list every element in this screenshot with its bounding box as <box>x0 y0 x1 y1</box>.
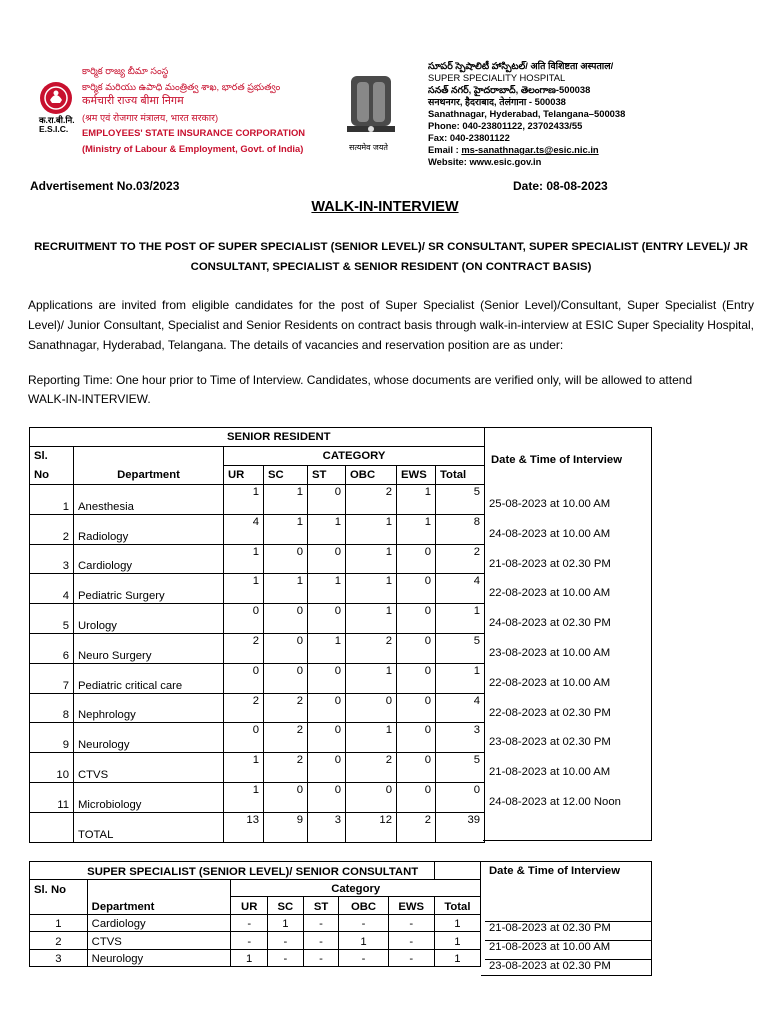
row-obc: - <box>339 949 388 967</box>
row-ews: 0 <box>397 663 436 693</box>
row-ews: 0 <box>397 782 436 812</box>
table-row <box>30 544 485 574</box>
email-label: Email : <box>428 144 462 155</box>
row-department: Cardiology <box>87 914 231 932</box>
row-st: 0 <box>308 604 346 634</box>
total-ur: 13 <box>224 812 264 842</box>
row-department: Pediatric Surgery <box>74 574 224 604</box>
row-total: 5 <box>436 753 485 783</box>
table-row <box>30 633 485 663</box>
row-total: 4 <box>436 574 485 604</box>
intro-paragraph: Applications are invited from eligible candidates for the post of Super Specialist (Senior Level)/Consultant, Super Specialist (Entry Level)/ Junior Consultant, Specialist and Senior Residents on contract basis through walk-in-interview at ESIC Super Speciality Hospital, Sanathnagar, Hyderabad, Telangana. The details of vacancies and reservation position are as under: <box>28 298 754 352</box>
interview-date: 21-08-2023 at 02.30 PM <box>485 921 651 934</box>
total-st: 3 <box>308 812 346 842</box>
table-row <box>30 574 485 604</box>
row-ews: - <box>388 932 434 950</box>
super-specialist-table <box>29 861 481 967</box>
row-st: 0 <box>308 485 346 515</box>
row-st: 0 <box>308 782 346 812</box>
row-total: 4 <box>436 693 485 723</box>
row-sl: 8 <box>30 693 74 723</box>
ss-col-total: Total <box>434 897 480 915</box>
table-row <box>30 782 485 812</box>
row-obc: 1 <box>346 663 397 693</box>
table-row <box>30 723 485 753</box>
row-ur: 0 <box>224 604 264 634</box>
address-telugu: సనత్ నగర్, హైదరాబాద్, తెలంగాణ-500038 <box>428 84 591 95</box>
row-st: 0 <box>308 663 346 693</box>
esic-name-block <box>82 63 305 156</box>
phone: Phone: 040-23801122, 23702433/55 <box>428 120 583 131</box>
row-sc: - <box>268 949 304 967</box>
row-sc: 2 <box>264 723 308 753</box>
row-st: 0 <box>308 723 346 753</box>
esic-ministry-telugu: కార్మిక మరియు ఉపాధి మంత్రిత్వ శాఖ, భారత ప్రభుత్వం <box>82 80 281 92</box>
hospital-address-block <box>428 60 625 168</box>
row-sc: - <box>268 932 304 950</box>
interview-date: 21-08-2023 at 10.00 AM <box>489 766 611 779</box>
row-total: 8 <box>436 514 485 544</box>
row-obc: - <box>339 914 388 932</box>
table-row <box>30 914 481 932</box>
row-sl: 1 <box>30 914 88 932</box>
row-obc: 2 <box>346 485 397 515</box>
no-header: No <box>30 466 74 485</box>
row-department: Anesthesia <box>74 485 224 515</box>
page-title: WALK-IN-INTERVIEW <box>311 199 459 215</box>
row-total: 2 <box>436 544 485 574</box>
row-sc: 0 <box>264 604 308 634</box>
interview-date: 25-08-2023 at 10.00 AM <box>489 498 611 510</box>
interview-date: 21-08-2023 at 02.30 PM <box>489 557 611 570</box>
row-sc: 0 <box>264 782 308 812</box>
row-obc: 2 <box>346 753 397 783</box>
interview-date: 23-08-2023 at 02.30 PM <box>485 959 651 972</box>
row-department: Cardiology <box>74 544 224 574</box>
row-sc: 0 <box>264 544 308 574</box>
row-department: Nephrology <box>74 693 224 723</box>
row-sl: 1 <box>30 485 74 515</box>
senior-resident-table <box>29 427 485 843</box>
col-total: Total <box>436 466 485 485</box>
row-ews: 1 <box>397 485 436 515</box>
total-sc: 9 <box>264 812 308 842</box>
row-sc: 1 <box>264 574 308 604</box>
row-department: Neurology <box>74 723 224 753</box>
row-sl: 6 <box>30 633 74 663</box>
ss-col-st: ST <box>303 897 339 915</box>
row-sl: 3 <box>30 544 74 574</box>
esic-ministry-hindi: (श्रम एवं रोजगार मंत्रालय, भारत सरकार) <box>82 111 219 123</box>
row-ews: 0 <box>397 693 436 723</box>
row-obc: 2 <box>346 633 397 663</box>
row-obc: 1 <box>346 604 397 634</box>
total-label: TOTAL <box>74 812 224 842</box>
table-row <box>30 485 485 515</box>
row-st: 1 <box>308 514 346 544</box>
row-sl: 3 <box>30 949 88 967</box>
row-ews: 0 <box>397 574 436 604</box>
department-header: Department <box>74 466 224 485</box>
table-row <box>30 693 485 723</box>
row-sc: 1 <box>264 485 308 515</box>
row-sl: 5 <box>30 604 74 634</box>
row-sc: 1 <box>264 514 308 544</box>
table-row <box>30 604 485 634</box>
row-ur: 1 <box>224 485 264 515</box>
table-row <box>30 932 481 950</box>
emblem-motto: सत्यमेव जयते <box>349 143 388 152</box>
website[interactable]: Website: www.esic.gov.in <box>428 156 542 167</box>
row-ur: 4 <box>224 514 264 544</box>
reporting-time-paragraph: Reporting Time: One hour prior to Time of Interview. Candidates, whose documents are verified only, will be allowed to attend WALK-IN-INTERVIEW. <box>28 373 693 406</box>
interview-date: 22-08-2023 at 10.00 AM <box>489 587 611 600</box>
super-specialist-caption: SUPER SPECIALIST (SENIOR LEVEL)/ SENIOR CONSULTANT <box>87 862 434 880</box>
col-obc: OBC <box>346 466 397 485</box>
row-ews: 0 <box>397 604 436 634</box>
interview-date: 23-08-2023 at 02.30 PM <box>489 736 611 749</box>
esic-name-hindi: कर्मचारी राज्य बीमा निगम <box>82 95 184 107</box>
row-ews: - <box>388 914 434 932</box>
ss-col-obc: OBC <box>339 897 388 915</box>
col-ews: EWS <box>397 466 436 485</box>
total-ews: 2 <box>397 812 436 842</box>
row-sl: 7 <box>30 663 74 693</box>
interview-date: 22-08-2023 at 10.00 AM <box>489 676 611 689</box>
row-total: 5 <box>436 485 485 515</box>
fax: Fax: 040-23801122 <box>428 132 510 143</box>
row-ews: 0 <box>397 723 436 753</box>
interview-date: 22-08-2023 at 02.30 PM <box>489 706 611 719</box>
row-ews: - <box>388 949 434 967</box>
interview-date: 24-08-2023 at 10.00 AM <box>489 527 611 540</box>
row-sl: 9 <box>30 723 74 753</box>
esic-name-english: EMPLOYEES' STATE INSURANCE CORPORATION <box>82 127 306 138</box>
interview-date: 23-08-2023 at 10.00 AM <box>489 647 611 659</box>
address-hindi: सनथनगर, हैदराबाद, तेलंगाना - 500038 <box>428 96 566 107</box>
row-sc: 2 <box>264 693 308 723</box>
row-ur: 0 <box>224 723 264 753</box>
row-total: 1 <box>434 932 480 950</box>
row-sl: 10 <box>30 753 74 783</box>
row-department: Microbiology <box>74 782 224 812</box>
row-obc: 0 <box>346 782 397 812</box>
row-st: - <box>303 949 339 967</box>
row-total: 1 <box>436 663 485 693</box>
row-department: Neuro Surgery <box>74 633 224 663</box>
sl-header: Sl. <box>30 447 74 466</box>
senior-resident-caption: SENIOR RESIDENT <box>74 428 485 447</box>
row-st: - <box>303 932 339 950</box>
row-obc: 1 <box>346 723 397 753</box>
row-total: 1 <box>434 949 480 967</box>
row-ur: 2 <box>224 633 264 663</box>
ss-col-sc: SC <box>268 897 304 915</box>
total-obc: 12 <box>346 812 397 842</box>
email-line <box>428 144 625 156</box>
table-row <box>30 949 481 967</box>
row-obc: 1 <box>339 932 388 950</box>
row-total: 0 <box>436 782 485 812</box>
row-st: - <box>303 914 339 932</box>
row-ews: 1 <box>397 514 436 544</box>
hospital-name: SUPER SPECIALITY HOSPITAL <box>428 72 566 83</box>
row-total: 1 <box>436 604 485 634</box>
col-ur: UR <box>224 466 264 485</box>
ss-col-ews: EWS <box>388 897 434 915</box>
row-department: Pediatric critical care <box>74 663 224 693</box>
row-department: Neurology <box>87 949 231 967</box>
row-sl: 2 <box>30 932 88 950</box>
category-header: CATEGORY <box>224 447 485 466</box>
col-st: ST <box>308 466 346 485</box>
ss-category-header: Category <box>231 879 481 897</box>
interview-date: 21-08-2023 at 10.00 AM <box>485 940 651 953</box>
row-total: 5 <box>436 633 485 663</box>
total-row <box>30 812 485 842</box>
row-ur: 0 <box>224 663 264 693</box>
row-department: Urology <box>74 604 224 634</box>
row-department: CTVS <box>87 932 231 950</box>
row-sc: 1 <box>268 914 304 932</box>
row-st: 0 <box>308 693 346 723</box>
ss-interview-dates-column <box>481 861 652 976</box>
esic-name-telugu: కార్మిక రాజ్య బీమా సంస్థ <box>82 65 169 76</box>
interview-date: 24-08-2023 at 02.30 PM <box>489 617 611 630</box>
hospital-name-multilang: సూపర్ స్పెషాలిటీ హాస్పిటల్/ अति विशिष्टता अस्पताल/ <box>428 60 614 71</box>
row-ews: 0 <box>397 544 436 574</box>
row-ur: 1 <box>224 753 264 783</box>
row-st: 1 <box>308 633 346 663</box>
date-time-header: Date & Time of Interview <box>491 454 622 466</box>
row-sc: 2 <box>264 753 308 783</box>
row-st: 0 <box>308 753 346 783</box>
table-row <box>30 514 485 544</box>
row-ur: 2 <box>224 693 264 723</box>
row-ur: - <box>231 932 268 950</box>
row-ews: 0 <box>397 633 436 663</box>
row-ur: 1 <box>224 574 264 604</box>
row-sc: 0 <box>264 663 308 693</box>
ss-department-header: Department <box>87 897 231 915</box>
interview-date: 24-08-2023 at 12.00 Noon <box>489 796 621 808</box>
row-st: 0 <box>308 544 346 574</box>
row-ur: 1 <box>231 949 268 967</box>
ss-date-time-header: Date & Time of Interview <box>489 865 620 877</box>
row-ews: 0 <box>397 753 436 783</box>
row-total: 3 <box>436 723 485 753</box>
row-sl: 4 <box>30 574 74 604</box>
email-link[interactable]: ms-sanathnagar.ts@esic.nic.in <box>461 144 599 155</box>
row-ur: - <box>231 914 268 932</box>
esic-abbr: क.रा.बी.नि. E.S.I.C. <box>39 115 75 134</box>
row-obc: 1 <box>346 574 397 604</box>
row-ur: 1 <box>224 544 264 574</box>
row-department: Radiology <box>74 514 224 544</box>
advertisement-date: Date: 08-08-2023 <box>513 179 608 193</box>
ss-col-ur: UR <box>231 897 268 915</box>
row-sc: 0 <box>264 633 308 663</box>
row-obc: 1 <box>346 544 397 574</box>
advertisement-number: Advertisement No.03/2023 <box>30 179 180 193</box>
row-st: 1 <box>308 574 346 604</box>
table-row <box>30 753 485 783</box>
row-obc: 0 <box>346 693 397 723</box>
col-sc: SC <box>264 466 308 485</box>
row-ur: 1 <box>224 782 264 812</box>
recruitment-subtitle: RECRUITMENT TO THE POST OF SUPER SPECIALIST (SENIOR LEVEL)/ SR CONSULTANT, SUPER SPECIALIST (ENTRY LEVEL)/ JR CONSULTANT, SPECIALIST & SENIOR RESIDENT (ON CONTRACT BASIS) <box>34 241 748 273</box>
esic-ministry-english: (Ministry of Labour & Employment, Govt. of India) <box>82 142 304 154</box>
row-sl: 2 <box>30 514 74 544</box>
row-obc: 1 <box>346 514 397 544</box>
row-sl: 11 <box>30 782 74 812</box>
row-total: 1 <box>434 914 480 932</box>
ss-sl-header: Sl. No <box>30 879 88 897</box>
interview-dates-column <box>483 427 652 841</box>
address-english: Sanathnagar, Hyderabad, Telangana–500038 <box>428 108 626 119</box>
row-department: CTVS <box>74 753 224 783</box>
table-row <box>30 663 485 693</box>
total-total: 39 <box>436 812 485 842</box>
